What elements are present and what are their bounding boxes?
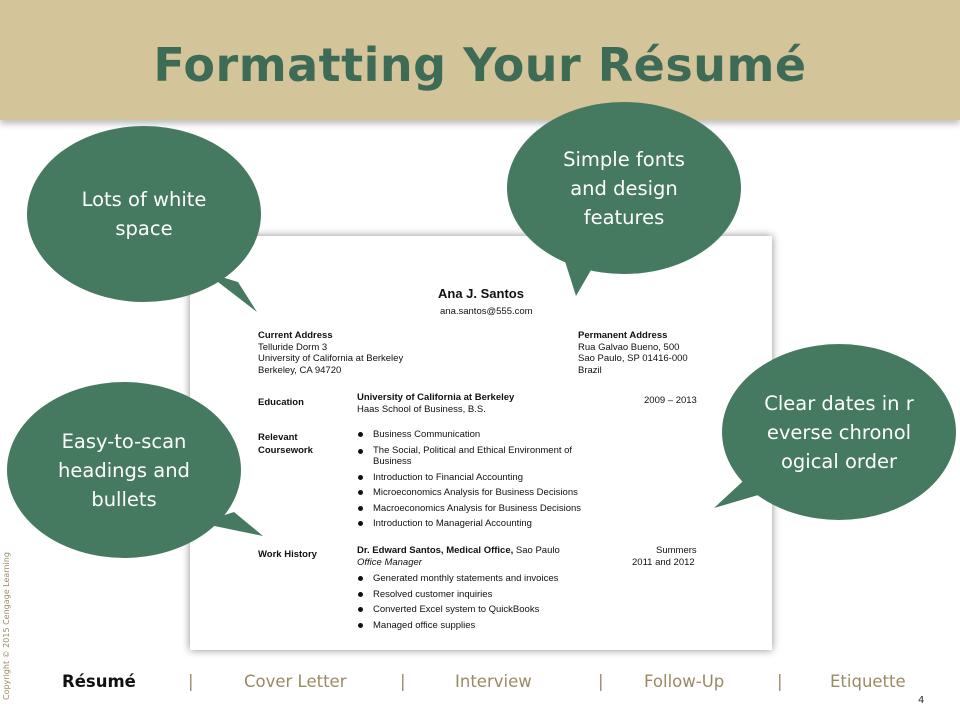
resume-name: Ana J. Santos <box>438 286 524 301</box>
copyright-notice: Copyright © 2015 Cengage Learning <box>2 552 11 700</box>
white-space-bubble <box>27 126 261 302</box>
nav-etiquette[interactable]: Etiquette <box>830 672 906 691</box>
work-item: Generated monthly statements and invoices <box>373 573 559 584</box>
permanent-address-heading: Permanent Address <box>578 330 668 341</box>
headings-bubble-text: Easy-to-scan headings and bullets <box>58 429 190 511</box>
education-dates: 2009 – 2013 <box>644 395 697 406</box>
current-address-line: University of California at Berkeley <box>258 353 404 364</box>
nav-cover-letter[interactable]: Cover Letter <box>244 672 347 691</box>
coursework-item: The Social, Political and Ethical Environment of <box>373 444 573 456</box>
current-address-line: Berkeley, CA 94720 <box>258 364 342 376</box>
work-item: Managed office supplies <box>373 619 476 631</box>
coursework-item: Introduction to Managerial Accounting <box>373 518 532 530</box>
coursework-heading: Coursework <box>258 445 313 456</box>
nav-interview[interactable]: Interview <box>455 672 532 691</box>
nav-separator: | <box>598 672 604 691</box>
slide-title: Formatting Your Résumé <box>153 38 807 92</box>
coursework-item: Microeconomics Analysis for Business Decisions <box>373 487 578 499</box>
headings-bubble <box>7 382 241 558</box>
work-employer: Dr. Edward Santos, Medical Office, <box>357 545 514 556</box>
current-address-heading: Current Address <box>258 330 333 341</box>
work-location: Sao Paulo <box>515 545 560 556</box>
work-history-heading: Work History <box>258 549 317 560</box>
work-item: Converted Excel system to QuickBooks <box>373 604 540 616</box>
work-dates: Summers <box>656 545 697 556</box>
coursework-item: Business <box>373 456 412 468</box>
nav-separator: | <box>188 672 194 691</box>
work-dates: 2011 and 2012 <box>632 556 695 568</box>
education-heading: Education <box>258 397 304 408</box>
education-degree: Haas School of Business, B.S. <box>357 403 486 415</box>
work-item: Resolved customer inquiries <box>373 588 493 600</box>
nav-separator: | <box>777 672 783 691</box>
white-space-bubble-text: Lots of white space <box>81 188 207 240</box>
work-title: Office Manager <box>357 556 422 568</box>
page-number: 4 <box>918 695 925 706</box>
fonts-bubble-text: Simple fonts and design features <box>563 147 685 229</box>
dates-bubble <box>722 344 956 520</box>
education-school: University of California at Berkeley <box>357 392 515 403</box>
dates-bubble-text: Clear dates in reverse chronological order <box>764 391 914 473</box>
fonts-bubble <box>507 102 741 274</box>
permanent-address-line: Brazil <box>578 364 602 376</box>
nav-follow-up[interactable]: Follow-Up <box>644 672 725 691</box>
nav-resume[interactable]: Résumé <box>62 672 136 691</box>
permanent-address-line: Rua Galvao Bueno, 500 <box>578 341 680 353</box>
current-address-line: Telluride Dorm 3 <box>258 341 328 353</box>
coursework-item: Business Communication <box>373 429 481 440</box>
coursework-item: Introduction to Financial Accounting <box>373 471 523 483</box>
coursework-item: Macroeconomics Analysis for Business Decisions <box>373 502 582 514</box>
nav-separator: | <box>400 672 406 691</box>
coursework-heading: Relevant <box>258 432 298 443</box>
permanent-address-line: Sao Paulo, SP 01416-000 <box>578 353 688 364</box>
resume-email: ana.santos@555.com <box>440 306 533 317</box>
